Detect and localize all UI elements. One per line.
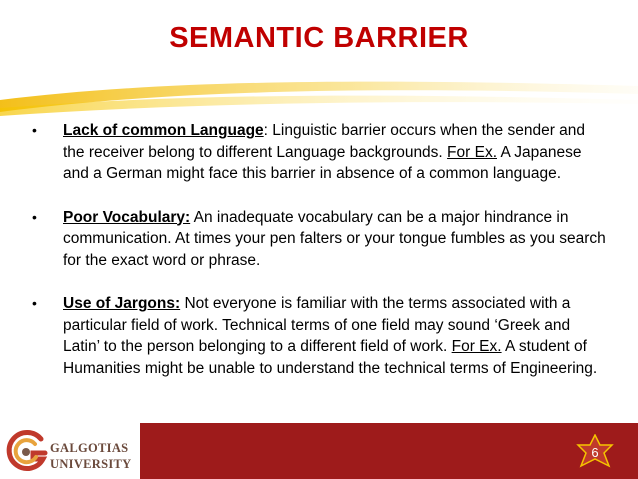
bullet-text: A Japanese and a German might face this barrier in absence of a common language. (63, 143, 582, 182)
logo-text-line2: UNIVERSITY (50, 457, 132, 471)
bullet-text: Not everyone is familiar with the terms associated with a particular field of work. Technical terms of one field may sound ‘Greek and Latin’ to the person belonging to a different field of work. (63, 295, 571, 355)
galgotias-logo-icon (3, 429, 49, 475)
bullet-text: : Linguistic barrier occurs when the sender and the receiver belong to different Language backgrounds. (63, 122, 586, 161)
bullet-dot: • (32, 208, 37, 225)
bullet-term: Use of Jargons: (63, 295, 181, 312)
bullet-term: Poor Vocabulary: (63, 208, 191, 226)
footer-bar (140, 423, 638, 479)
bullet-text: An inadequate vocabulary can be a major hindrance in communication. At times your pen falters or your tongue fumbles as you search for the exact word or phrase. (63, 208, 606, 269)
page-number-badge (576, 434, 614, 474)
bullet-item-jargons (30, 293, 610, 379)
decorative-yellow-swoosh (0, 72, 638, 118)
bullet-item-common-language (30, 120, 610, 185)
bullet-dot: • (32, 295, 37, 311)
university-logo (0, 427, 135, 477)
example-label: For Ex. (451, 338, 502, 355)
example-label: For Ex. (447, 143, 497, 161)
bullet-item-poor-vocabulary (30, 207, 610, 272)
logo-text-line1: GALGOTIAS (50, 441, 129, 455)
page-number: 6 (591, 445, 599, 460)
bullet-text: A student of Humanities might be unable to understand the technical terms of Engineering. (63, 338, 598, 377)
bullet-dot: • (32, 122, 37, 138)
slide-title: SEMANTIC BARRIER (169, 22, 469, 54)
bullet-term: Lack of common Language (63, 122, 264, 139)
bullet-list (30, 120, 610, 401)
